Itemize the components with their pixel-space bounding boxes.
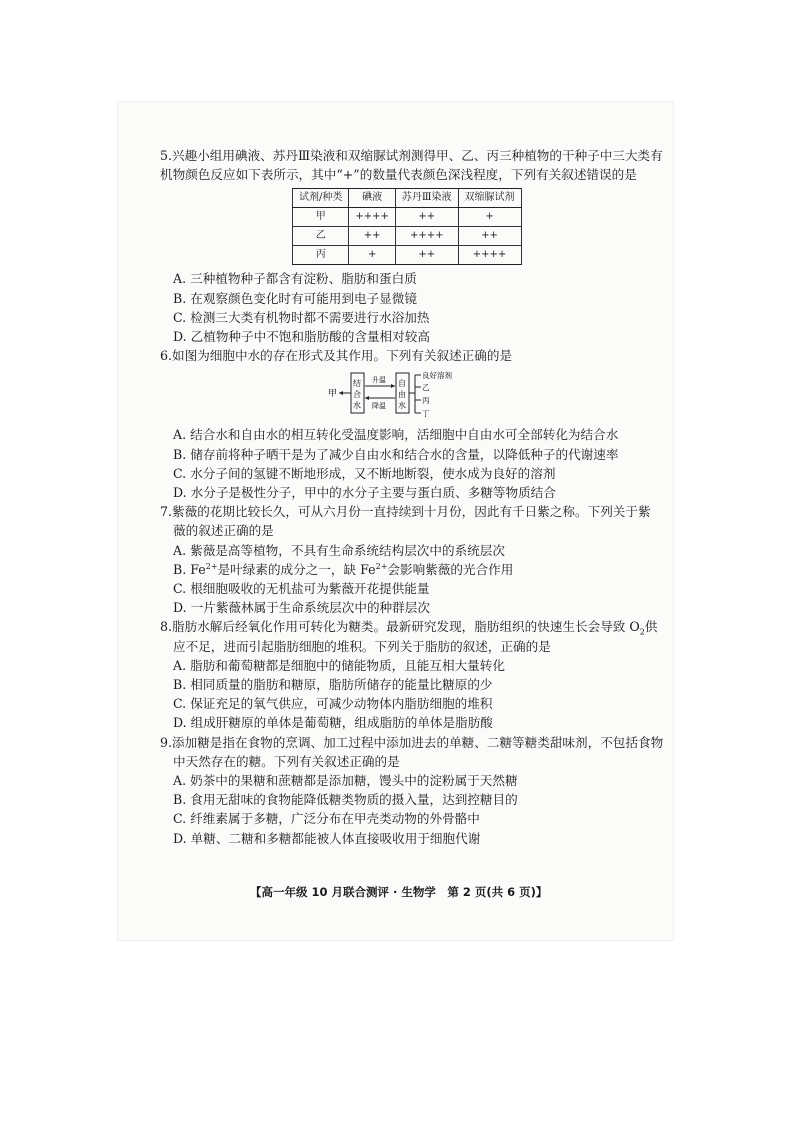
q9-stem-line-1: 9.添加糖是指在食物的烹调、加工过程中添加进去的单糖、二糖等糖类甜味剂，不包括食物 bbox=[160, 734, 664, 750]
q5-option-c: C. 检测三大类有机物时都不需要进行水浴加热 bbox=[173, 309, 430, 325]
output-label-4: 丁 bbox=[422, 409, 430, 419]
table-cell: 甲 bbox=[293, 208, 349, 227]
q8-stem-post: 供 bbox=[644, 619, 658, 635]
q8-stem-line-1 bbox=[160, 617, 678, 636]
q7-option-b-post: 会影响紫薇的光合作用 bbox=[387, 561, 514, 577]
q7-option-b-mid: 是叶绿素的成分之一，缺 Fe bbox=[217, 561, 376, 577]
q8-stem-sub: 2 bbox=[639, 627, 645, 637]
free-water-char-3: 水 bbox=[398, 401, 406, 411]
table-cell: 丙 bbox=[293, 246, 349, 265]
table-header-cell: 双缩脲试剂 bbox=[458, 189, 521, 208]
output-label-3: 丙 bbox=[422, 396, 430, 406]
q8-option-c: C. 保证充足的氧气供应，可减少动物体内脂肪细胞的堆积 bbox=[173, 696, 493, 712]
q9-option-d: D. 单糖、二糖和多糖都能被人体直接吸收用于细胞代谢 bbox=[173, 830, 481, 846]
q7-option-b-sup: 2+ bbox=[205, 561, 218, 571]
question-8 bbox=[160, 617, 678, 732]
q5-option-d: D. 乙植物种子中不饱和脂肪酸的含量相对较高 bbox=[173, 329, 430, 345]
water-diagram-svg bbox=[325, 367, 465, 419]
q6-option-d: D. 水分子是极性分子，甲中的水分子主要与蛋白质、多糖等物质结合 bbox=[173, 485, 556, 501]
cool-arrow-head bbox=[365, 396, 369, 400]
q7-option-c: C. 根细胞吸收的无机盐可为紫薇开花提供能量 bbox=[173, 581, 430, 597]
table-cell: ++ bbox=[395, 246, 458, 265]
free-water-char-2: 由 bbox=[398, 390, 406, 400]
page-footer: 【高一年级 10 月联合测评 · 生物学 第 2 页(共 6 页)】 bbox=[250, 885, 548, 899]
q8-stem-line-2: 应不足，进而引起脂肪细胞的堆积。下列关于脂肪的叙述，正确的是 bbox=[173, 638, 551, 654]
q5-option-b: B. 在观察颜色变化时有可能用到电子显微镜 bbox=[173, 290, 417, 306]
table-header-row bbox=[293, 189, 522, 208]
q5-stem-line-1: 5.兴趣小组用碘液、苏丹Ⅲ染液和双缩脲试剂测得甲、乙、丙三种植物的干种子中三大类有 bbox=[160, 148, 663, 163]
table-cell: ++ bbox=[458, 227, 521, 246]
table-cell: ++++ bbox=[349, 208, 396, 227]
q7-stem-line-1: 7.紫薇的花期比较长久，可从六月份一直持续到十月份，因此有千日紫之称。下列关于紫 bbox=[160, 504, 651, 520]
free-water-char-1: 自 bbox=[398, 379, 406, 389]
q9-option-b: B. 食用无甜味的食物能降低糖类物质的摄入量，达到控糖目的 bbox=[173, 792, 518, 808]
table-header-cell: 苏丹Ⅲ染液 bbox=[395, 189, 458, 208]
arrow-bottom-label: 降温 bbox=[372, 402, 386, 411]
q8-option-b: B. 相同质量的脂肪和糖原，脂肪所储存的能量比糖原的少 bbox=[173, 677, 493, 693]
question-9 bbox=[160, 733, 678, 848]
q7-option-b-sup2: 2+ bbox=[375, 561, 388, 571]
q8-option-a: A. 脂肪和葡萄糖都是细胞中的储能物质，且能互相大量转化 bbox=[173, 657, 505, 673]
question-7 bbox=[160, 502, 678, 617]
diagram-left-label: 甲 bbox=[328, 389, 338, 400]
q8-option-d: D. 组成肝糖原的单体是葡萄糖，组成脂肪的单体是脂肪酸 bbox=[173, 715, 493, 731]
q5-option-a: A. 三种植物种子都含有淀粉、脂肪和蛋白质 bbox=[173, 271, 417, 287]
table-cell: 乙 bbox=[293, 227, 349, 246]
table-cell: ++ bbox=[349, 227, 396, 246]
arrow-top-label: 升温 bbox=[372, 376, 386, 385]
output-label-1: 良好溶剂 bbox=[422, 371, 452, 381]
q7-stem-line-2: 薇的叙述正确的是 bbox=[173, 523, 274, 539]
q9-stem-line-2: 中天然存在的糖。下列有关叙述正确的是 bbox=[173, 753, 400, 769]
q9-option-c: C. 纤维素属于多糖，广泛分布在甲壳类动物的外骨骼中 bbox=[173, 811, 480, 827]
q8-stem-pre: 8.脂肪水解后经氧化作用可转化为糖类。最新研究发现，脂肪组织的快速生长会导致 O bbox=[160, 619, 640, 635]
table-cell: ++ bbox=[395, 208, 458, 227]
bound-water-char-1: 结 bbox=[353, 379, 361, 389]
q7-option-b-pre: B. Fe bbox=[173, 561, 206, 577]
q5-stem-line-2: 机物颜色反应如下表所示，其中“+”的数量代表颜色深浅程度，下列有关叙述错误的是 bbox=[160, 167, 637, 183]
q6-stem-line-1: 6.如图为细胞中水的存在形式及其作用。下列有关叙述正确的是 bbox=[160, 348, 513, 364]
q6-option-b: B. 储存前将种子晒干是为了减少自由水和结合水的含量，以降低种子的代谢速率 bbox=[173, 446, 619, 462]
q9-option-a: A. 奶茶中的果糖和蔗糖都是添加糖，馒头中的淀粉属于天然糖 bbox=[173, 773, 518, 789]
table-cell: ++++ bbox=[395, 227, 458, 246]
table-header-cell: 试剂/种类 bbox=[293, 189, 349, 208]
bound-water-char-3: 水 bbox=[353, 401, 361, 411]
q7-option-d: D. 一片紫薇林属于生命系统层次中的种群层次 bbox=[173, 600, 430, 616]
question-6 bbox=[160, 346, 678, 502]
table-cell: + bbox=[349, 246, 396, 265]
output-label-2: 乙 bbox=[422, 383, 430, 393]
question-5 bbox=[160, 146, 678, 346]
q6-option-a: A. 结合水和自由水的相互转化受温度影响，活细胞中自由水可全部转化为结合水 bbox=[173, 427, 619, 443]
table-row bbox=[293, 246, 522, 265]
question-content bbox=[160, 146, 678, 848]
table-cell: + bbox=[458, 208, 521, 227]
arrow-head-left bbox=[339, 391, 343, 395]
bound-water-char-2: 合 bbox=[353, 390, 361, 400]
heat-arrow-head bbox=[391, 384, 395, 388]
table-row bbox=[293, 227, 522, 246]
q6-water-diagram bbox=[325, 367, 465, 419]
q6-option-c: C. 水分子间的氢键不断地形成，又不断地断裂，使水成为良好的溶剂 bbox=[173, 465, 556, 481]
table-header-cell: 碘液 bbox=[349, 189, 396, 208]
q7-option-a: A. 紫薇是高等植物，不具有生命系统结构层次中的系统层次 bbox=[173, 542, 505, 558]
table-row bbox=[293, 208, 522, 227]
q7-option-b bbox=[160, 560, 678, 579]
table-cell: ++++ bbox=[458, 246, 521, 265]
q5-result-table bbox=[292, 188, 522, 265]
